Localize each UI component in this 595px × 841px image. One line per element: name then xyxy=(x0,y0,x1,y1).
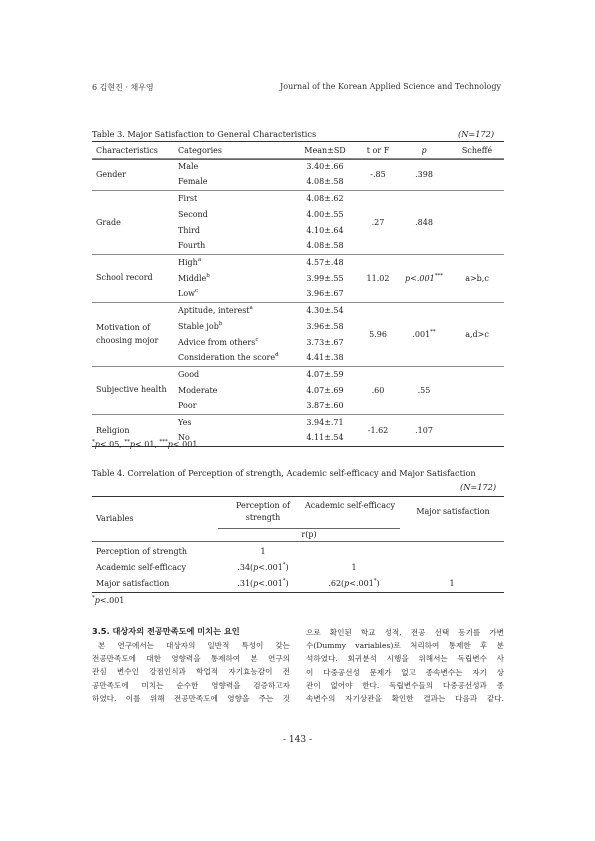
category-cell: Yes xyxy=(178,417,192,427)
correlation-cell: .62(p<.001*) xyxy=(328,577,380,588)
body-line: 하였다. 이를 위해 전공만족도에 영향을 주는 것 xyxy=(92,693,290,703)
table3-header-row xyxy=(92,143,504,158)
table4-top-rule xyxy=(92,496,504,497)
body-line: 속변수의 자기상관을 확인한 결과는 다음과 같다. xyxy=(306,694,504,704)
group-label-motivation: Motivation of choosing mojor xyxy=(96,323,159,345)
mean-sd-cell: 3.94±.71 xyxy=(306,417,344,427)
mean-sd-cell: 4.57±.48 xyxy=(306,257,344,267)
mean-sd-cell: 4.10±.64 xyxy=(306,225,344,235)
variable-cell: Academic self-efficacy xyxy=(96,562,187,572)
col-header-characteristics: Characteristics xyxy=(96,145,158,155)
scheffe-cell xyxy=(450,414,504,446)
category-cell: Good xyxy=(178,369,200,379)
body-line: 본 연구에서는 대상자의 일반적 특성이 갖는 xyxy=(98,641,290,650)
body-line: 관심 변수인 강점인식과 학업적 자기효능감이 전 xyxy=(92,667,290,677)
group-label-grade: Grade xyxy=(96,217,121,227)
body-line: 이 다중공선성 문제가 없고 종속변수는 자기 상 xyxy=(306,667,504,677)
group-label-religion: Religion xyxy=(96,425,130,435)
table-row xyxy=(92,254,504,270)
correlation-cell: 1 xyxy=(351,562,357,572)
category-cell: Poor xyxy=(178,401,197,411)
correlation-cell xyxy=(400,559,504,575)
variable-cell: Major satisfaction xyxy=(96,578,170,588)
correlation-cell xyxy=(400,543,504,559)
category-cell: Stable job$^b$ xyxy=(178,320,223,331)
table3-sample-size: (N=172) xyxy=(458,129,495,139)
category-cell: Consideration the score$^d$ xyxy=(178,352,279,363)
scheffe-cell: a>b,c xyxy=(465,273,489,283)
table-row xyxy=(92,158,504,174)
t-value-cell: -1.62 xyxy=(367,425,389,435)
col-header-categories: Categories xyxy=(178,145,222,155)
mean-sd-cell: 4.00±.55 xyxy=(306,209,344,219)
mean-sd-cell: 4.07±.59 xyxy=(306,369,344,379)
table4-subheader-rule xyxy=(218,528,400,529)
table-row xyxy=(92,302,504,318)
p-value-cell: .107 xyxy=(415,425,433,435)
correlation-cell: 1 xyxy=(449,578,455,588)
page-number: - 143 - xyxy=(283,735,312,745)
body-line: 관이 없어야 한다. 독립변수들의 다중공선성과 종 xyxy=(306,680,504,690)
scheffe-cell xyxy=(450,158,504,190)
running-header-journal: Journal of the Korean Applied Science and Technology xyxy=(280,82,501,91)
mean-sd-cell: 4.08±.58 xyxy=(306,177,344,187)
mean-sd-cell: 3.87±.60 xyxy=(306,401,344,411)
col-header-p: p xyxy=(421,145,427,155)
p-value-cell: .848 xyxy=(415,217,433,227)
group-label-gender: Gender xyxy=(96,169,126,179)
table3-footnote: *p<.05, **p<.01, ***p<.001 xyxy=(92,439,198,449)
mean-sd-cell: 4.08±.62 xyxy=(306,193,344,203)
table4-sample-size: (N=172) xyxy=(460,482,497,492)
body-line: 전공만족도에 대한 영향력을 통제하여 본 연구의 xyxy=(92,654,290,664)
col-header-mean-sd: Mean±SD xyxy=(304,145,346,155)
p-value-cell: .001** xyxy=(412,328,436,339)
category-cell: Second xyxy=(178,209,208,219)
col-subheader-r-p: r(p) xyxy=(301,530,317,539)
table-row xyxy=(92,414,504,430)
t-value-cell: 5.96 xyxy=(369,329,387,339)
variable-cell: Perception of strength xyxy=(96,546,188,556)
scheffe-cell xyxy=(450,190,504,254)
table-row xyxy=(92,543,504,559)
col-header-academic-self-efficacy: Academic self-efficacy xyxy=(304,501,396,510)
mean-sd-cell: 3.96±.58 xyxy=(306,321,344,331)
table-row xyxy=(92,559,504,575)
category-cell: Male xyxy=(178,161,199,171)
table-row xyxy=(92,575,504,592)
body-line: 공만족도에 미치는 순수한 영향력을 검증하고자 xyxy=(92,680,290,690)
category-cell: Low$^c$ xyxy=(178,288,199,299)
body-text-left-column xyxy=(92,639,290,705)
col-header-major-satisfaction: Major satisfaction xyxy=(416,507,490,516)
t-value-cell: .60 xyxy=(371,385,385,395)
category-cell: Advice from others$^c$ xyxy=(178,336,259,347)
category-cell: Third xyxy=(178,225,200,235)
table-row xyxy=(92,190,504,206)
p-value-cell: .398 xyxy=(415,169,433,179)
section-title: 3.5. 대상자의 전공만족도에 미치는 요인 xyxy=(92,626,240,636)
t-value-cell: -.85 xyxy=(370,169,386,179)
correlation-cell: 1 xyxy=(260,546,266,556)
category-cell: Middle$^b$ xyxy=(178,272,210,283)
col-header-scheffe: Scheffé xyxy=(461,145,493,155)
table3 xyxy=(92,143,504,447)
table4 xyxy=(92,543,504,593)
scheffe-cell xyxy=(450,366,504,414)
table3-top-rule xyxy=(92,141,504,142)
category-cell: High$^a$ xyxy=(178,256,202,267)
col-header-perception-of-strength: Perception of strength xyxy=(236,501,290,522)
table4-caption: Table 4. Correlation of Perception of strength, Academic self-efficacy and Major Satisfaction xyxy=(92,468,476,478)
table-row xyxy=(92,366,504,382)
category-cell: Aptitude, interest$^a$ xyxy=(178,304,253,315)
correlation-cell: .31(p<.001*) xyxy=(237,577,289,588)
body-text-right-column xyxy=(306,626,504,705)
table3-caption: Table 3. Major Satisfaction to General Characteristics xyxy=(92,129,317,139)
col-header-t-or-f: t or F xyxy=(366,145,390,155)
category-cell: Moderate xyxy=(178,385,218,395)
body-line: 수(Dummy variables)로 처리하여 통제한 후 분 xyxy=(306,641,504,651)
mean-sd-cell: 3.96±.67 xyxy=(306,289,344,299)
p-value-cell: .55 xyxy=(417,385,431,395)
mean-sd-cell: 3.40±.66 xyxy=(306,161,344,171)
mean-sd-cell: 4.11±.54 xyxy=(306,433,344,443)
mean-sd-cell: 4.30±.54 xyxy=(306,305,344,315)
table4-footnote: *p<.001 xyxy=(92,595,125,605)
mean-sd-cell: 4.08±.58 xyxy=(306,241,344,251)
body-line: 으로 확인된 학교 성적, 전공 선택 동기를 가변 xyxy=(306,628,504,637)
body-line: 석하였다. 회귀분석 시행을 위해서는 독립변수 사 xyxy=(306,654,504,664)
running-header-left: 6 김현진 · 채우영 xyxy=(92,83,154,92)
mean-sd-cell: 4.07±.69 xyxy=(306,385,344,395)
mean-sd-cell: 4.41±.38 xyxy=(306,353,344,363)
mean-sd-cell: 3.99±.55 xyxy=(306,273,344,283)
category-cell: First xyxy=(178,193,198,203)
table4-header-rule xyxy=(92,541,504,542)
category-cell: Fourth xyxy=(178,241,206,251)
p-value-cell: p<.001*** xyxy=(405,272,443,283)
group-label-school-record: School record xyxy=(96,273,153,282)
category-cell: No xyxy=(178,433,190,443)
correlation-cell xyxy=(308,543,400,559)
t-value-cell: .27 xyxy=(371,217,385,227)
category-cell: Female xyxy=(178,177,208,187)
col-header-variables: Variables xyxy=(96,514,134,523)
correlation-cell: .34(p<.001*) xyxy=(237,561,289,572)
mean-sd-cell: 3.73±.67 xyxy=(306,337,344,347)
group-label-subjective-health: Subjective health xyxy=(96,385,167,394)
t-value-cell: 11.02 xyxy=(366,273,390,283)
scheffe-cell: a,d>c xyxy=(465,329,489,339)
